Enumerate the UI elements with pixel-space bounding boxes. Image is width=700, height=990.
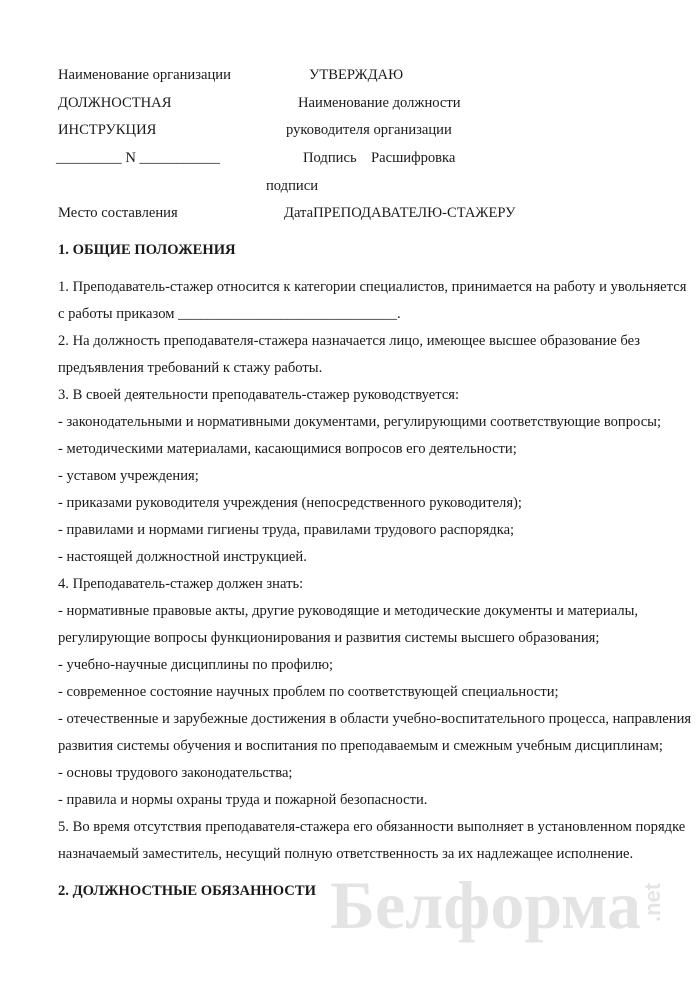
org-name-label: Наименование организации <box>58 67 231 83</box>
place-label: Место составления <box>58 205 178 221</box>
body-line: регулирующие вопросы функционирования и развития системы высшего образования; <box>58 630 600 646</box>
body-line: 4. Преподаватель-стажер должен знать: <box>58 576 304 592</box>
body-line: - учебно-научные дисциплины по профилю; <box>58 657 334 673</box>
approve-label: УТВЕРЖДАЮ <box>309 67 404 83</box>
doc-type-line-2: ИНСТРУКЦИЯ <box>58 122 157 138</box>
position-line-2: руководителя организации <box>286 122 452 138</box>
body-line: назначаемый заместитель, несущий полную ответственность за их надлежащее исполнение. <box>58 846 634 862</box>
belforma-watermark-logo <box>330 850 690 960</box>
body-line: - методическими материалами, касающимися вопросов его деятельности; <box>58 441 517 457</box>
date-and-title: ДатаПРЕПОДАВАТЕЛЮ-СТАЖЕРУ <box>284 205 516 221</box>
signature-label: Подпись <box>303 150 357 166</box>
position-line-1: Наименование должности <box>298 95 461 111</box>
transcript-label-continued: подписи <box>266 178 319 194</box>
transcript-label: Расшифровка <box>371 150 456 166</box>
body-line: - нормативные правовые акты, другие руководящие и методические документы и материалы, <box>58 603 639 619</box>
watermark-suffix-text: .net <box>640 882 665 922</box>
body-line: - настоящей должностной инструкцией. <box>58 549 307 565</box>
body-line: 3. В своей деятельности преподаватель-стажер руководствуется: <box>58 387 460 403</box>
body-line: 1. Преподаватель-стажер относится к категории специалистов, принимается на работу и увольняется <box>58 279 687 295</box>
watermark-brand-text: Белформа <box>330 867 641 943</box>
body-line: - правилами и нормами гигиены труда, правилами трудового распорядка; <box>58 522 515 538</box>
body-line: - отечественные и зарубежные достижения в области учебно-воспитательного процесса, направления <box>58 711 692 727</box>
document-number-line: _________ N ___________ <box>56 150 220 166</box>
body-line: - приказами руководителя учреждения (непосредственного руководителя); <box>58 495 522 511</box>
body-line: 5. Во время отсутствия преподавателя-стажера его обязанности выполняет в установленном порядке <box>58 819 686 835</box>
body-line: - современное состояние научных проблем по соответствующей специальности; <box>58 684 559 700</box>
body-line: - законодательными и нормативными документами, регулирующими соответствующие вопросы; <box>58 414 662 430</box>
body-line: 2. На должность преподавателя-стажера назначается лицо, имеющее высшее образование без <box>58 333 641 349</box>
body-line: развития системы обучения и воспитания по преподаваемым и смежным учебным дисциплинам; <box>58 738 663 754</box>
doc-type-line-1: ДОЛЖНОСТНАЯ <box>58 95 172 111</box>
section-1-heading: 1. ОБЩИЕ ПОЛОЖЕНИЯ <box>58 242 236 258</box>
body-line: - уставом учреждения; <box>58 468 199 484</box>
section-2-heading: 2. ДОЛЖНОСТНЫЕ ОБЯЗАННОСТИ <box>58 883 316 899</box>
body-line: с работы приказом ______________________________. <box>58 306 401 322</box>
body-line: предъявления требований к стажу работы. <box>58 360 323 376</box>
body-line: - основы трудового законодательства; <box>58 765 293 781</box>
body-line: - правила и нормы охраны труда и пожарной безопасности. <box>58 792 428 808</box>
